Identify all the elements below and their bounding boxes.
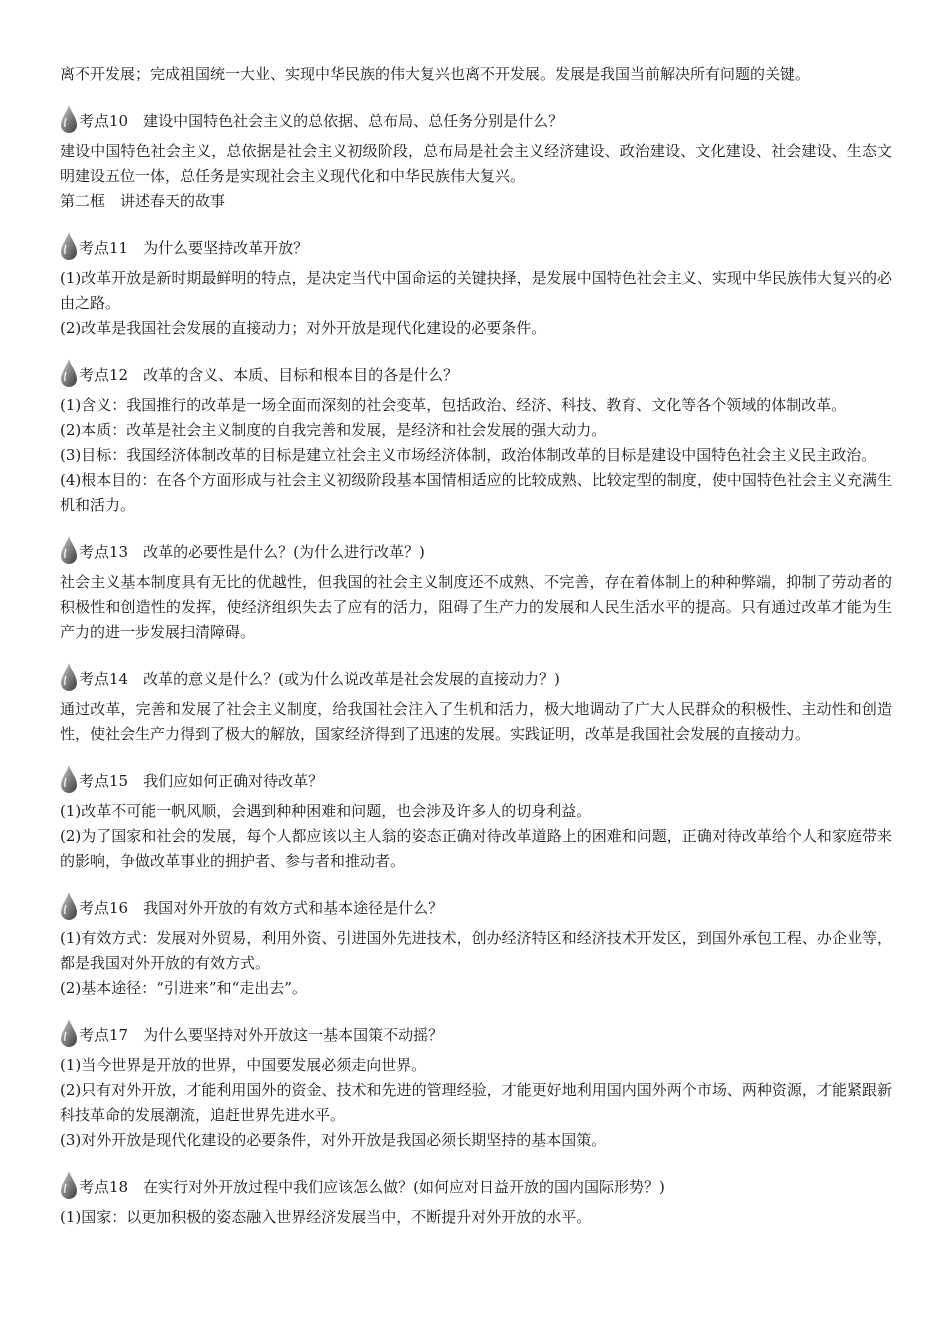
section-heading (60, 356, 892, 388)
paragraph: (1)国家：以更加积极的姿态融入世界经济发展当中，不断提升对外开放的水平。 (60, 1208, 592, 1226)
paragraph: 离不开发展；完成祖国统一大业、实现中华民族的伟大复兴也离不开发展。发展是我国当前解决所有问题的关键。 (60, 65, 811, 83)
paragraph: (1)改革不可能一帆风顺，会遇到种种困难和问题，也会涉及许多人的切身利益。 (60, 802, 592, 820)
paragraph: (2)改革是我国社会发展的直接动力；对外开放是现代化建设的必要条件。 (60, 319, 547, 337)
drop-bullet-icon (60, 662, 78, 692)
section-heading (60, 229, 892, 261)
section-heading (60, 762, 892, 794)
drop-bullet-icon (60, 764, 78, 794)
drop-bullet-icon (60, 358, 78, 388)
section-heading (60, 533, 892, 565)
paragraph: (2)本质：改革是社会主义制度的自我完善和发展，是经济和社会发展的强大动力。 (60, 421, 607, 439)
heading-text: 考点16 我国对外开放的有效方式和基本途径是什么？ (79, 899, 444, 917)
heading-text: 考点14 改革的意义是什么？(或为什么说改革是社会发展的直接动力？) (79, 670, 560, 688)
paragraph: 建设中国特色社会主义，总依据是社会主义初级阶段，总布局是社会主义经济建设、政治建设、文化建设、社会建设、生态文明建设五位一体，总任务是实现社会主义现代化和中华民族伟大复兴。 (60, 142, 892, 185)
drop-bullet-icon (60, 1170, 78, 1200)
paragraph: (2)只有对外开放，才能利用国外的资金、技术和先进的管理经验，才能更好地利用国内国外两个市场、两种资源，才能紧跟新科技革命的发展潮流，追赶世界先进水平。 (60, 1081, 892, 1124)
drop-bullet-icon (60, 231, 78, 261)
paragraph: 社会主义基本制度具有无比的优越性，但我国的社会主义制度还不成熟、不完善，存在着体制上的种种弊端，抑制了劳动者的积极性和创造性的发挥，使经济组织失去了应有的活力，阻碍了生产力的发展和人民生活水平的提高。只有通过改革才能为生产力的进一步发展扫清障碍。 (60, 573, 892, 641)
section-heading (60, 660, 892, 692)
paragraph: (1)有效方式：发展对外贸易，利用外资、引进国外先进技术，创办经济特区和经济技术开发区，到国外承包工程、办企业等，都是我国对外开放的有效方式。 (60, 929, 892, 972)
section-heading (60, 1168, 892, 1200)
heading-text: 考点15 我们应如何正确对待改革？ (79, 772, 324, 790)
heading-text: 考点10 建设中国特色社会主义的总依据、总布局、总任务分别是什么？ (79, 112, 564, 130)
paragraph: (4)根本目的：在各个方面形成与社会主义初级阶段基本国情相适应的比较成熟、比较定型的制度，使中国特色社会主义充满生机和活力。 (60, 471, 892, 514)
heading-text: 考点13 改革的必要性是什么？(为什么进行改革？) (79, 543, 425, 561)
section-heading (60, 1016, 892, 1048)
paragraph: (3)目标：我国经济体制改革的目标是建立社会主义市场经济体制，政治体制改革的目标是建设中国特色社会主义民主政治。 (60, 446, 877, 464)
paragraph: (3)对外开放是现代化建设的必要条件，对外开放是我国必须长期坚持的基本国策。 (60, 1131, 607, 1149)
paragraph: (1)含义：我国推行的改革是一场全面而深刻的社会变革，包括政治、经济、科技、教育、文化等各个领域的体制改革。 (60, 396, 847, 414)
paragraph: 通过改革，完善和发展了社会主义制度，给我国社会注入了生机和活力，极大地调动了广大人民群众的积极性、主动性和创造性，使社会生产力得到了极大的解放，国家经济得到了迅速的发展。实践证明，改革是我国社会发展的直接动力。 (60, 700, 892, 743)
paragraph: (2)基本途径：“引进来”和“走出去”。 (60, 979, 307, 997)
paragraph: (1)当今世界是开放的世界，中国要发展必须走向世界。 (60, 1056, 427, 1074)
drop-bullet-icon (60, 535, 78, 565)
drop-bullet-icon (60, 891, 78, 921)
heading-text: 考点17 为什么要坚持对外开放这一基本国策不动摇？ (79, 1026, 444, 1044)
document-body (60, 62, 892, 1230)
drop-bullet-icon (60, 104, 78, 134)
paragraph: (1)改革开放是新时期最鲜明的特点，是决定当代中国命运的关键抉择，是发展中国特色社会主义、实现中华民族伟大复兴的必由之路。 (60, 269, 892, 312)
section-heading (60, 102, 892, 134)
drop-bullet-icon (60, 1018, 78, 1048)
subsection-title: 第二框 讲述春天的故事 (60, 192, 226, 210)
paragraph: (2)为了国家和社会的发展，每个人都应该以主人翁的姿态正确对待改革道路上的困难和问题，正确对待改革给个人和家庭带来的影响，争做改革事业的拥护者、参与者和推动者。 (60, 827, 892, 870)
heading-text: 考点12 改革的含义、本质、目标和根本目的各是什么？ (79, 366, 459, 384)
heading-text: 考点11 为什么要坚持改革开放？ (79, 239, 309, 257)
section-heading (60, 889, 892, 921)
heading-text: 考点18 在实行对外开放过程中我们应该怎么做？(如何应对日益开放的国内国际形势？) (79, 1178, 665, 1196)
